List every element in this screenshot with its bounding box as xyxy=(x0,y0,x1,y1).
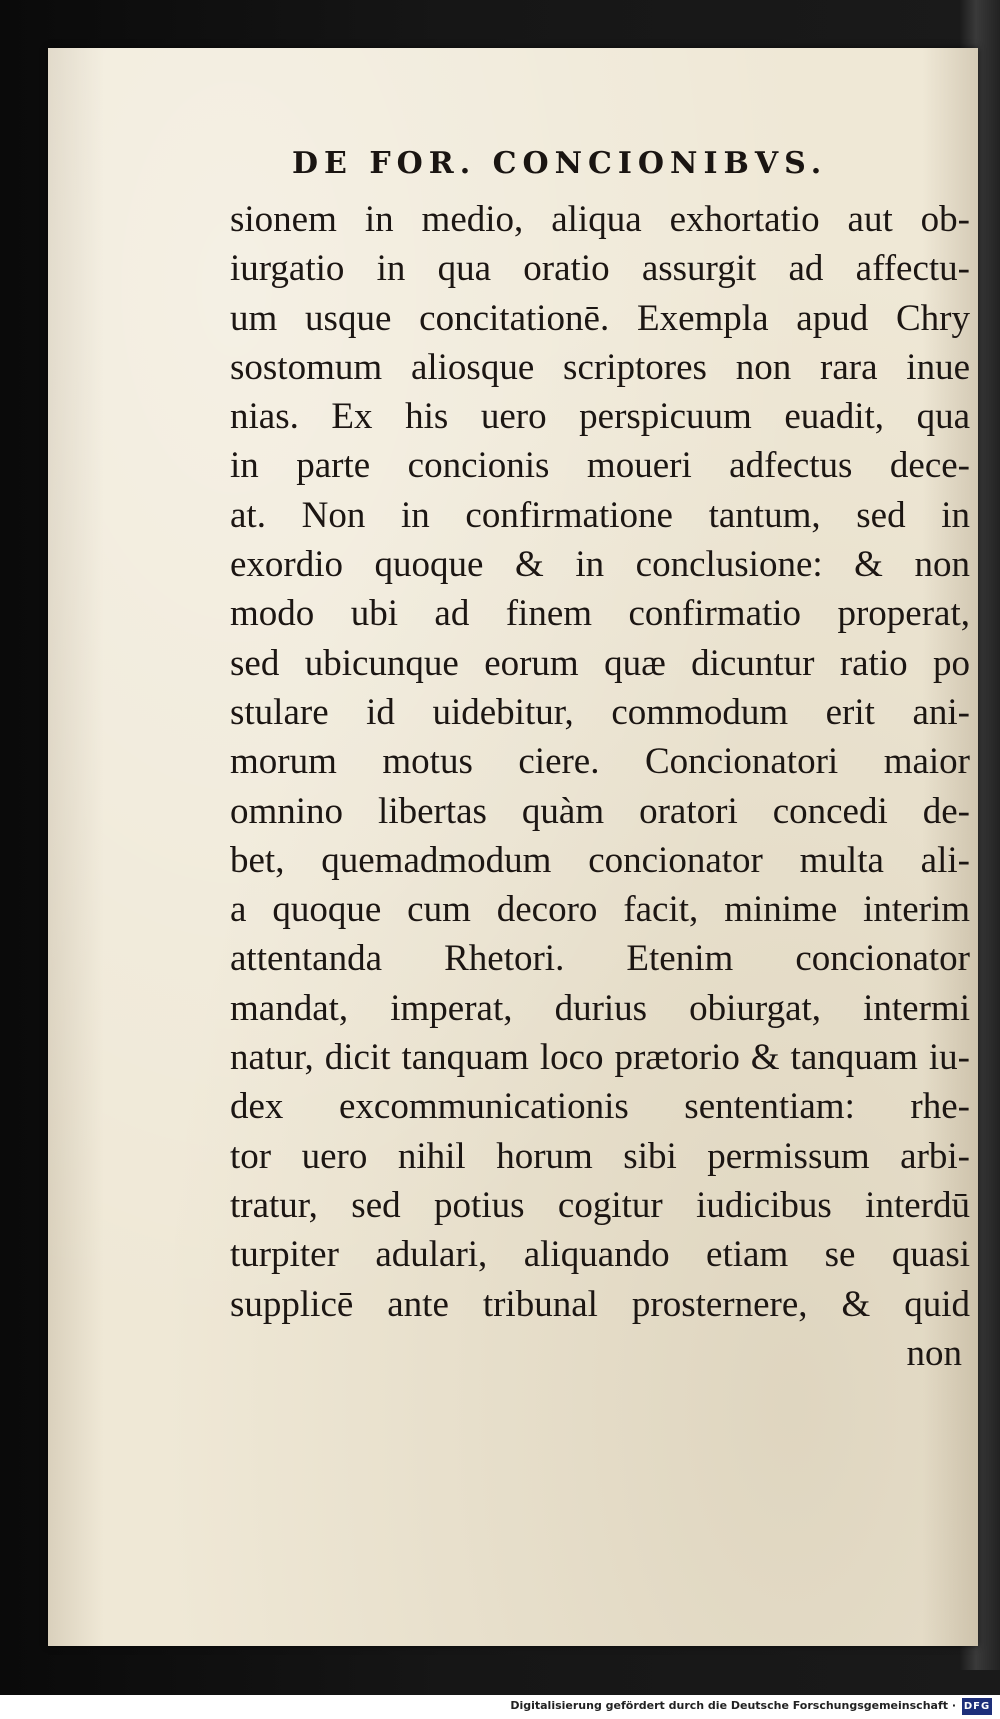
footer-bar xyxy=(0,1695,1000,1719)
text-line-4: sostomum aliosque scriptores non rara inue xyxy=(230,346,970,388)
text-line-6: in parte concionis moueri adfectus dece- xyxy=(230,445,970,487)
text-line-5: nias. Ex his uero perspicuum euadit, qua xyxy=(230,396,970,438)
running-head: DE FOR. CONCIONIBVS. xyxy=(292,146,828,181)
text-line-3: um usque concitationē. Exempla apud Chry xyxy=(230,297,970,339)
text-line-22: turpiter adulari, aliquando etiam se quasi xyxy=(230,1234,970,1276)
text-line-11: stulare id uidebitur, commodum erit ani- xyxy=(230,691,970,733)
text-line-18: natur, dicit tanquam loco prætorio & tanquam iu- xyxy=(230,1037,970,1079)
text-line-8: exordio quoque & in conclusione: & non xyxy=(230,544,970,586)
page-body-text xyxy=(230,195,970,1378)
text-line-9: modo ubi ad finem confirmatio properat, xyxy=(230,593,970,635)
funding-credit: Digitalisierung gefördert durch die Deutsche Forschungsgemeinschaft · xyxy=(510,1699,956,1712)
text-line-13: omnino libertas quàm oratori concedi de- xyxy=(230,790,970,832)
text-line-7: at. Non in confirmatione tantum, sed in xyxy=(230,494,970,536)
text-line-20: tor uero nihil horum sibi permissum arbi- xyxy=(230,1135,970,1177)
catchword: non xyxy=(906,1332,962,1374)
text-line-16: attentanda Rhetori. Etenim concionator xyxy=(230,938,970,980)
text-line-10: sed ubicunque eorum quæ dicuntur ratio po xyxy=(230,642,970,684)
text-line-1: sionem in medio, aliqua exhortatio aut ob- xyxy=(230,199,970,240)
text-line-15: a quoque cum decoro facit, minime interim xyxy=(230,889,970,931)
text-line-2: iurgatio in qua oratio assurgit ad affectu- xyxy=(230,248,970,290)
text-line-23: supplicē ante tribunal prosternere, & quid xyxy=(230,1283,970,1325)
text-line-17: mandat, imperat, durius obiurgat, intermi xyxy=(230,987,970,1029)
text-line-14: bet, quemadmodum concionator multa ali- xyxy=(230,839,970,881)
text-line-19: dex excommunicationis sententiam: rhe- xyxy=(230,1086,970,1128)
text-line-21: tratur, sed potius cogitur iudicibus interdū xyxy=(230,1184,970,1226)
text-line-12: morum motus ciere. Concionatori maior xyxy=(230,741,970,783)
dfg-logo-icon: DFG xyxy=(962,1698,992,1715)
